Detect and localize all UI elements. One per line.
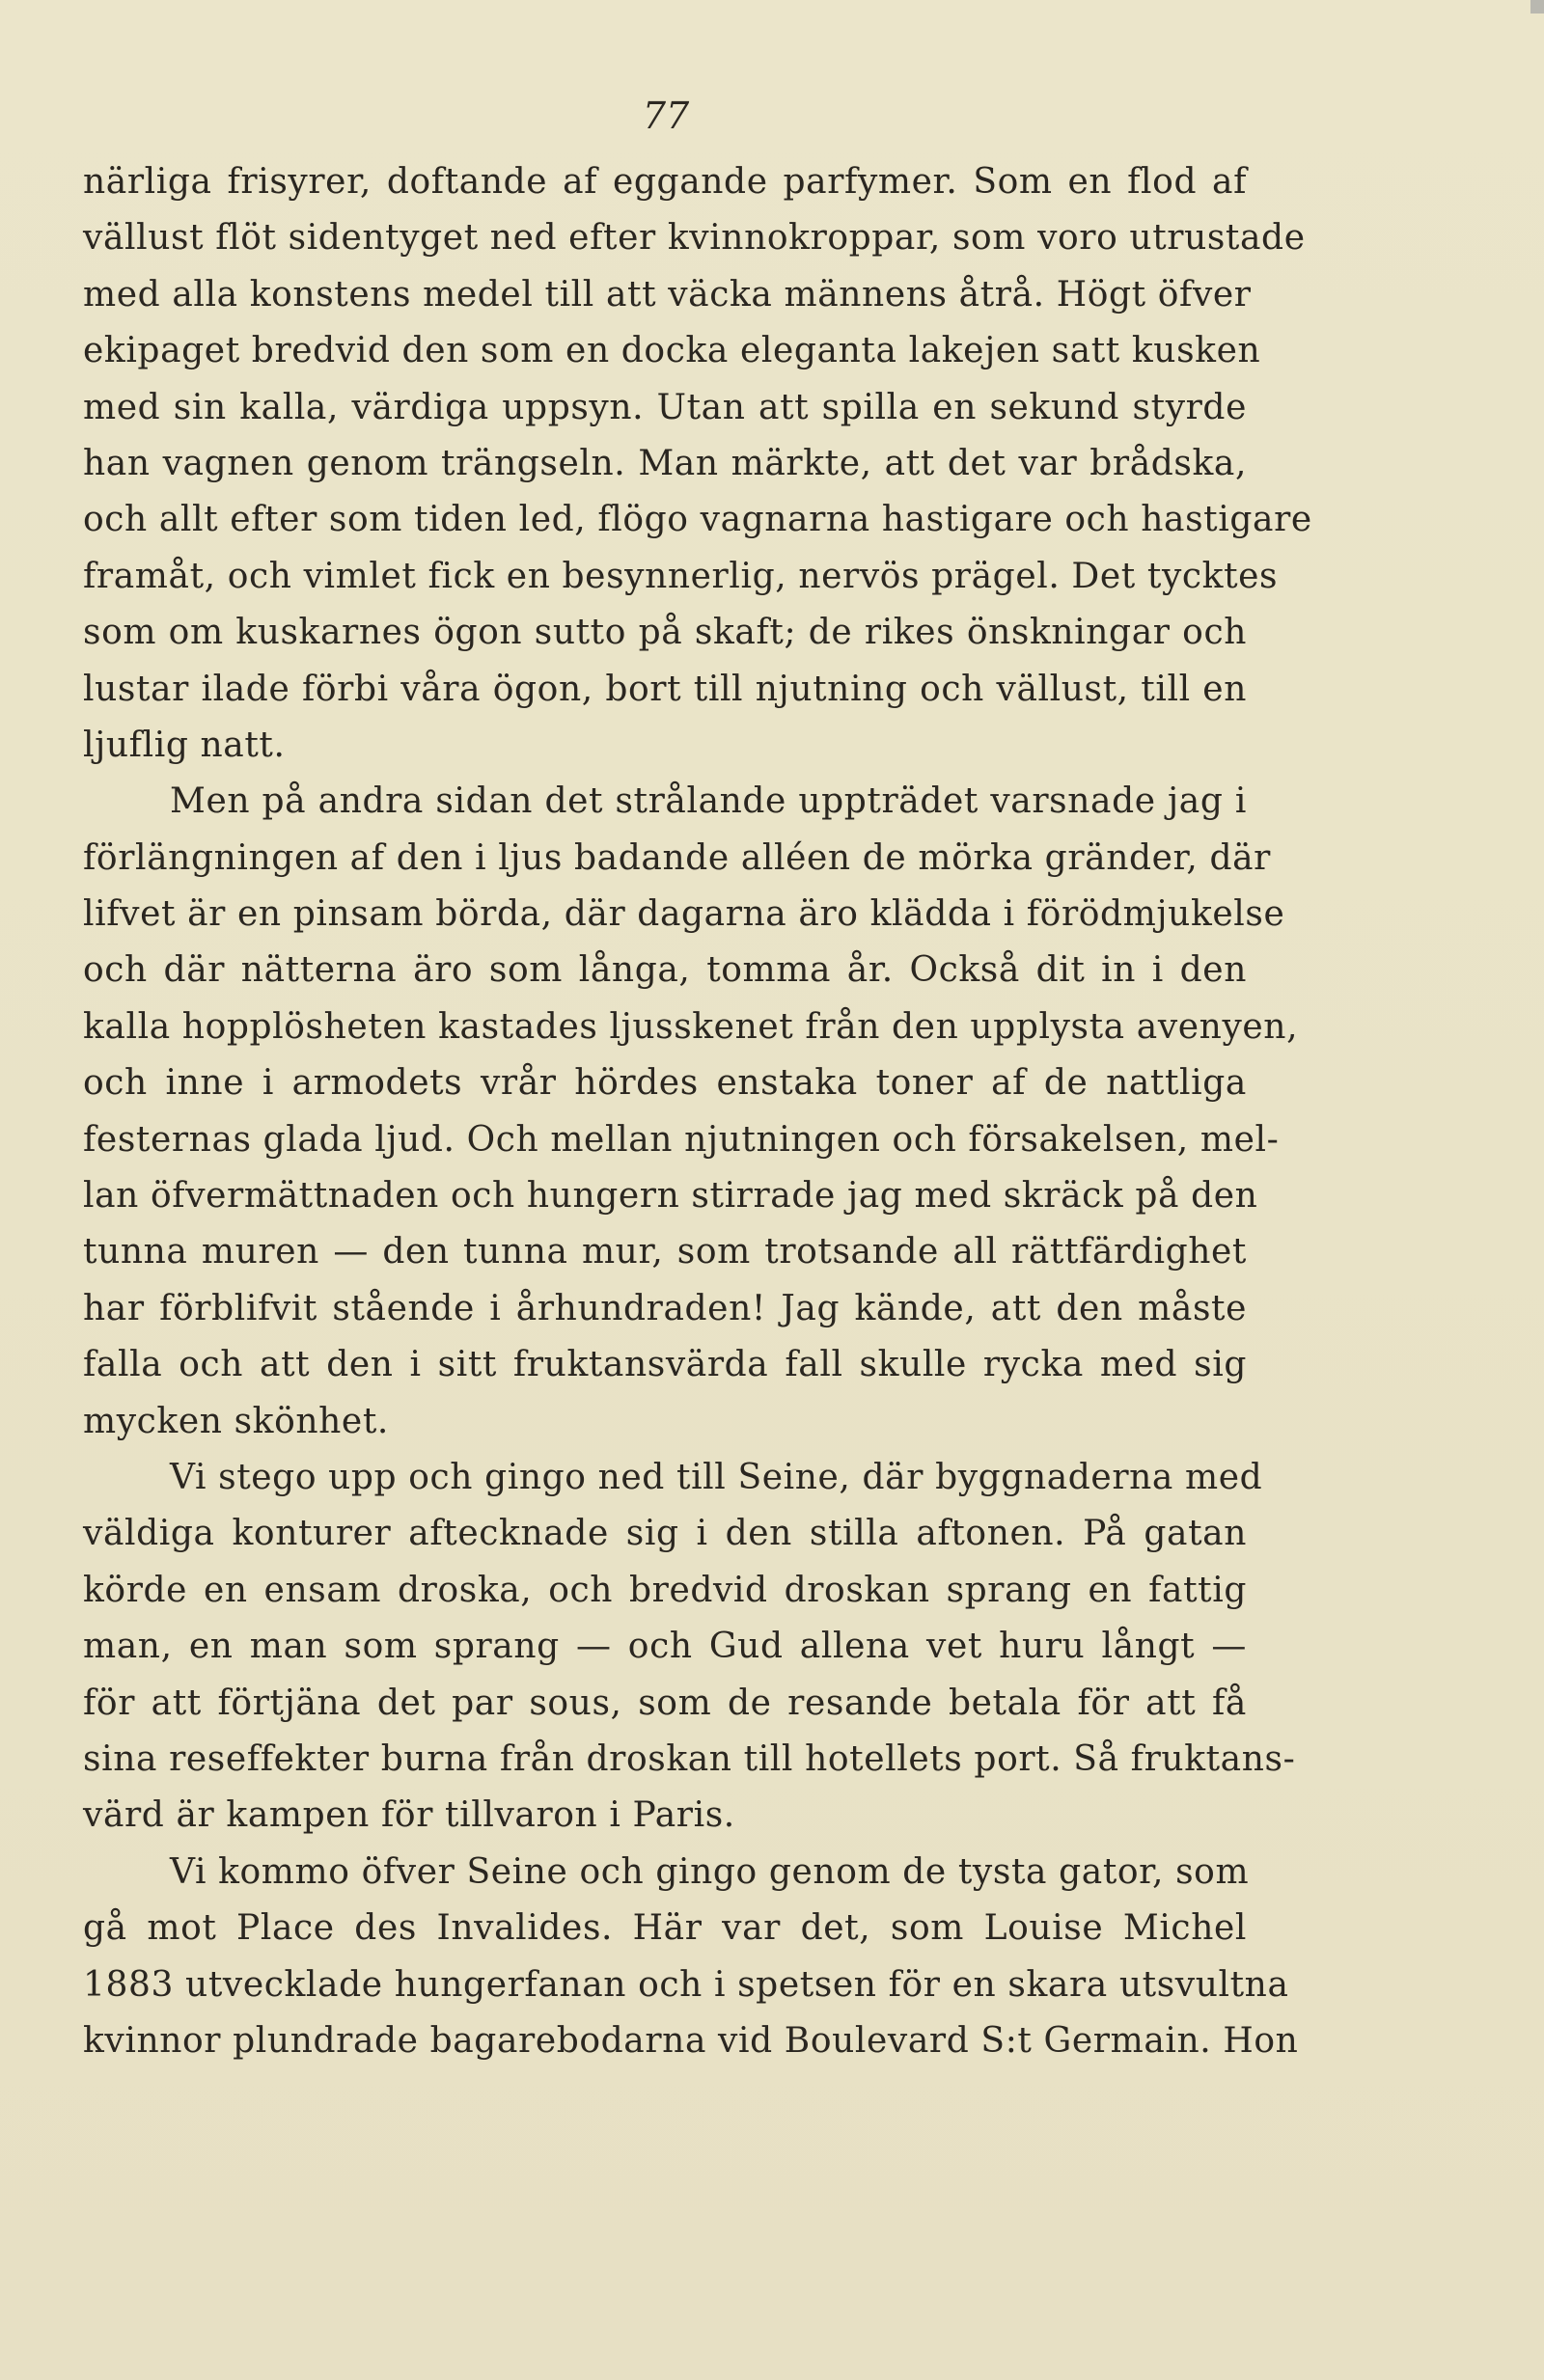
text-line: tunna muren — den tunna mur, som trotsande all rättfärdighet	[83, 1232, 1247, 1272]
text-line: kvinnor plundrade bagarebodarna vid Boulevard S:t Germain. Hon	[83, 2020, 1299, 2061]
text-line: lan öfvermättnaden och hungern stirrade jag med skräck på den	[83, 1176, 1258, 1217]
text-line: ekipaget bredvid den som en docka eleganta lakejen satt kusken	[83, 331, 1261, 371]
text-line: och där nätterna äro som långa, tomma år. Också dit in i den	[83, 950, 1247, 991]
text-line: framåt, och vimlet fick en besynnerlig, nervös prägel. Det tycktes	[83, 556, 1279, 596]
paragraph	[83, 154, 1312, 774]
text-line: ljuflig natt.	[83, 725, 286, 765]
text-line: som om kuskarnes ögon sutto på skaft; de rikes önskningar och	[83, 613, 1247, 653]
text-line: falla och att den i sitt fruktansvärda fall skulle rycka med sig	[83, 1345, 1247, 1385]
text-line: närliga frisyrer, doftande af eggande parfymer. Som en flod af	[83, 162, 1247, 202]
text-line: Vi stego upp och gingo ned till Seine, där byggnaderna med	[170, 1457, 1263, 1497]
text-line: festernas glada ljud. Och mellan njutningen och försakelsen, mel-	[83, 1119, 1280, 1160]
text-line: lustar ilade förbi våra ögon, bort till njutning och vällust, till en	[83, 669, 1247, 709]
text-line: gå mot Place des Invalides. Här var det, som Louise Michel	[83, 1908, 1247, 1949]
text-line: Vi kommo öfver Seine och gingo genom de tysta gator, som	[170, 1851, 1250, 1892]
paragraph	[83, 1845, 1299, 2070]
text-line: förlängningen af den i ljus badande alléen de mörka gränder, där	[83, 837, 1271, 878]
text-line: lifvet är en pinsam börda, där dagarna äro klädda i förödmjukelse	[83, 894, 1285, 935]
text-line: för att förtjäna det par sous, som de resande betala för att få	[83, 1682, 1247, 1723]
text-line: och inne i armodets vrår hördes enstaka toner af de nattliga	[83, 1063, 1247, 1104]
paragraph	[83, 774, 1299, 1450]
text-line: vällust flöt sidentyget ned efter kvinnokroppar, som voro utrustade	[83, 218, 1306, 259]
text-line: kalla hopplösheten kastades ljusskenet från den upplysta avenyen,	[83, 1006, 1299, 1047]
paragraph	[83, 1450, 1296, 1845]
body-text	[83, 154, 1312, 2069]
text-line: man, en man som sprang — och Gud allena vet huru långt —	[83, 1627, 1247, 1667]
text-line: sina reseffekter burna från droskan till hotellets port. Så fruktans-	[83, 1738, 1296, 1779]
text-line: mycken skönhet.	[83, 1401, 389, 1441]
text-line: värd är kampen för tillvaron i Paris.	[83, 1795, 735, 1836]
text-line: körde en ensam droska, och bredvid droskan sprang en fattig	[83, 1570, 1247, 1610]
text-line: har förblifvit stående i århundraden! Jag kände, att den måste	[83, 1288, 1247, 1328]
text-line: han vagnen genom trängseln. Man märkte, att det var brådska,	[83, 443, 1247, 483]
text-line: Men på andra sidan det strålande uppträdet varsnade jag i	[170, 781, 1247, 822]
page-number: 77	[642, 95, 690, 137]
text-line: med alla konstens medel till att väcka männens åtrå. Högt öfver	[83, 274, 1252, 315]
scan-edge-mark	[1530, 0, 1544, 14]
text-line: 1883 utvecklade hungerfanan och i spetsen för en skara utsvultna	[83, 1964, 1289, 2005]
text-line: och allt efter som tiden led, flögo vagnarna hastigare och hastigare	[83, 500, 1312, 540]
text-line: väldiga konturer aftecknade sig i den stilla aftonen. På gatan	[83, 1514, 1247, 1554]
text-line: med sin kalla, värdiga uppsyn. Utan att spilla en sekund styrde	[83, 387, 1247, 427]
